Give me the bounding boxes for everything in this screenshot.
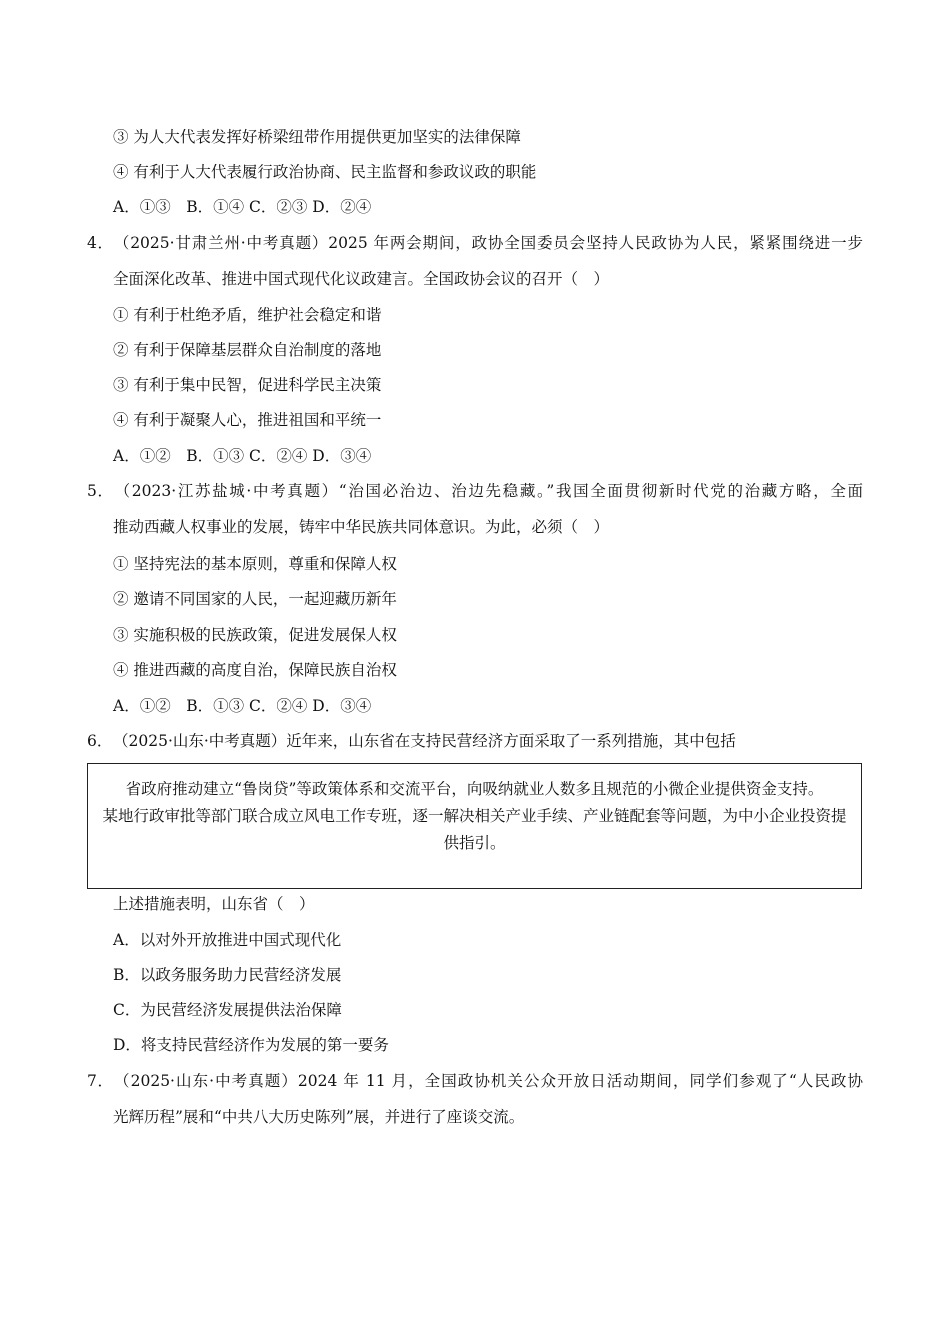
q6-option-b: B．以政务服务助力民营经济发展: [113, 966, 342, 984]
q4-text: （2025·甘肃兰州·中考真题）2025 年两会期间，政协全国委员会坚持人民政协为人民，紧紧围绕进一步: [113, 234, 863, 252]
q4-option-1: ① 有利于杜绝矛盾，维护社会稳定和谐: [113, 306, 382, 324]
q7-line2: 光辉历程”展和“中共八大历史陈列”展，并进行了座谈交流。: [113, 1108, 525, 1126]
q6-text: （2025·山东·中考真题）近年来，山东省在支持民营经济方面采取了一系列措施，其中包括: [113, 732, 736, 750]
q6-stem: 上述措施表明，山东省（ ）: [113, 895, 315, 913]
q6-option-c: C．为民营经济发展提供法治保障: [113, 1001, 342, 1019]
q5-text: （2023·江苏盐城·中考真题）“治国必治边、治边先稳藏。”我国全面贯彻新时代党的治藏方略，全面: [113, 482, 863, 500]
q5-option-2: ② 邀请不同国家的人民，一起迎藏历新年: [113, 590, 397, 608]
q4-number: 4．: [87, 234, 113, 252]
q6-option-a: A．以对外开放推进中国式现代化: [113, 931, 342, 949]
q5-line2: 推动西藏人权事业的发展，铸牢中华民族共同体意识。为此，必须（ ）: [113, 518, 610, 536]
q6-material-1: 省政府推动建立“鲁岗贷”等政策体系和交流平台，向吸纳就业人数多且规范的小微企业提供资金支持。: [125, 780, 824, 798]
q4-line2: 全面深化改革、推进中国式现代化议政建言。全国政协会议的召开（ ）: [113, 270, 610, 288]
q7-line1: [87, 1071, 863, 1091]
q4-option-2: ② 有利于保障基层群众自治制度的落地: [113, 341, 382, 359]
q4-option-3: ③ 有利于集中民智，促进科学民主决策: [113, 376, 382, 394]
q3-answers: A．①③ B．①④ C．②③ D．②④: [113, 198, 372, 216]
q5-option-3: ③ 实施积极的民族政策，促进发展保人权: [113, 626, 397, 644]
q6-option-d: D．将支持民营经济作为发展的第一要务: [113, 1036, 389, 1054]
q5-answers: A．①② B．①③ C．②④ D．③④: [113, 697, 372, 715]
q5-line1: [87, 481, 863, 501]
q4-line1: [87, 233, 863, 253]
q4-option-4: ④ 有利于凝聚人心，推进祖国和平统一: [113, 411, 382, 429]
q6-number: 6．: [87, 732, 113, 750]
q7-text: （2025·山东·中考真题）2024 年 11 月，全国政协机关公众开放日活动期间，同学们参观了“人民政协: [113, 1072, 863, 1090]
q5-option-1: ① 坚持宪法的基本原则，尊重和保障人权: [113, 555, 397, 573]
q3-option-4: ④ 有利于人大代表履行政治协商、民主监督和参政议政的职能: [113, 163, 537, 181]
q6-material-2: 某地行政审批等部门联合成立风电工作专班，逐一解决相关产业手续、产业链配套等问题，为中小企业投资提供指引。: [102, 807, 847, 852]
q6-material-box: [87, 763, 862, 889]
q6-line1: [87, 731, 736, 751]
q5-number: 5．: [87, 482, 113, 500]
q7-number: 7．: [87, 1072, 113, 1090]
q5-option-4: ④ 推进西藏的高度自治，保障民族自治权: [113, 661, 397, 679]
q4-answers: A．①② B．①③ C．②④ D．③④: [113, 447, 372, 465]
q3-option-3: ③ 为人大代表发挥好桥梁纽带作用提供更加坚实的法律保障: [113, 128, 521, 146]
